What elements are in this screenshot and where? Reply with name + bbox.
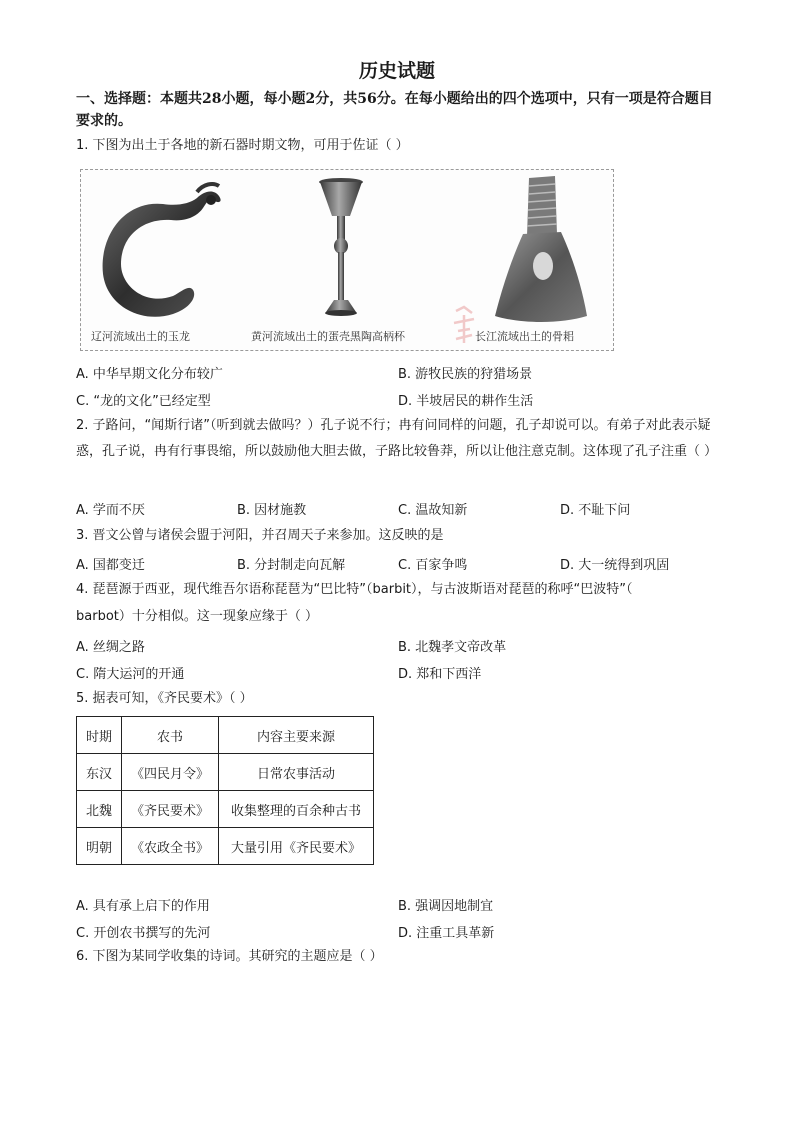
q2-option-b[interactable]: B. 因材施教 bbox=[237, 503, 307, 518]
q4-stem-line2: barbot）十分相似。这一现象应缘于（ ） bbox=[76, 609, 318, 624]
bone-spade-image bbox=[491, 174, 591, 326]
q3-option-d[interactable]: D. 大一统得到巩固 bbox=[560, 558, 670, 573]
q2-stem: 2. 子路问，“闻斯行诸”（听到就去做吗？）孔子说不行；冉有问同样的问题，孔子却说可以。有弟子对此表示疑惑，孔子说，冉有行事畏缩，所以鼓励他大胆去做，子路比较鲁莽，所以让他注意克制。这体现了孔子注重（ ） bbox=[76, 418, 718, 459]
watermark-logo bbox=[450, 305, 478, 345]
q2-option-a[interactable]: A. 学而不厌 bbox=[76, 503, 145, 518]
table-header-cell: 内容主要来源 bbox=[219, 717, 374, 754]
q5-option-d[interactable]: D. 注重工具革新 bbox=[398, 926, 495, 941]
table-cell: 《齐民要术》 bbox=[122, 791, 219, 828]
q2-option-d[interactable]: D. 不耻下问 bbox=[560, 503, 631, 518]
q4-option-c[interactable]: C. 隋大运河的开通 bbox=[76, 667, 185, 682]
q5-option-a[interactable]: A. 具有承上启下的作用 bbox=[76, 899, 210, 914]
table-row bbox=[77, 828, 374, 865]
q1-figure bbox=[80, 169, 614, 351]
table-row bbox=[77, 754, 374, 791]
caption-jade-dragon: 辽河流域出土的玉龙 bbox=[91, 330, 190, 343]
section-header: 一、选择题：本题共28小题，每小题2分，共56分。在每小题给出的四个选项中，只有一项是符合题目要求的。 bbox=[76, 91, 713, 129]
table-cell: 明朝 bbox=[77, 828, 122, 865]
q2-option-c[interactable]: C. 温故知新 bbox=[398, 503, 468, 518]
q1-option-b[interactable]: B. 游牧民族的狩猎场景 bbox=[398, 367, 533, 382]
q1-option-d[interactable]: D. 半坡居民的耕作生活 bbox=[398, 394, 534, 409]
table-header-row bbox=[77, 717, 374, 754]
caption-bone-spade: 长江流域出土的骨耜 bbox=[475, 330, 574, 343]
q3-option-b[interactable]: B. 分封制走向瓦解 bbox=[237, 558, 346, 573]
table-cell: 《四民月令》 bbox=[122, 754, 219, 791]
black-pottery-cup-image bbox=[316, 176, 366, 322]
q4-stem-line1: 4. 琵琶源于西亚，现代维吾尔语称琵琶为“巴比特”（barbit），与古波斯语对琵琶的称呼“巴波特”（ bbox=[76, 582, 633, 597]
q4-option-a[interactable]: A. 丝绸之路 bbox=[76, 640, 145, 655]
table-cell: 《农政全书》 bbox=[122, 828, 219, 865]
q6-stem: 6. 下图为某同学收集的诗词。其研究的主题应是（ ） bbox=[76, 949, 383, 964]
q1-stem: 1. 下图为出土于各地的新石器时期文物，可用于佐证（ ） bbox=[76, 138, 409, 153]
q3-stem: 3. 晋文公曾与诸侯会盟于河阳，并召周天子来参加。这反映的是 bbox=[76, 528, 444, 543]
jade-dragon-image bbox=[93, 178, 233, 324]
q5-option-b[interactable]: B. 强调因地制宜 bbox=[398, 899, 494, 914]
q5-table bbox=[76, 716, 374, 865]
q4-option-b[interactable]: B. 北魏孝文帝改革 bbox=[398, 640, 507, 655]
q3-option-a[interactable]: A. 国都变迁 bbox=[76, 558, 145, 573]
q3-option-c[interactable]: C. 百家争鸣 bbox=[398, 558, 468, 573]
table-row bbox=[77, 791, 374, 828]
q1-option-c[interactable]: C. “龙的文化”已经定型 bbox=[76, 394, 211, 409]
table-cell: 大量引用《齐民要术》 bbox=[219, 828, 374, 865]
q5-stem: 5. 据表可知，《齐民要术》（ ） bbox=[76, 691, 253, 706]
table-cell: 收集整理的百余种古书 bbox=[219, 791, 374, 828]
q4-option-d[interactable]: D. 郑和下西洋 bbox=[398, 667, 482, 682]
table-header-cell: 农书 bbox=[122, 717, 219, 754]
page-title: 历史试题 bbox=[358, 60, 435, 82]
q1-option-a[interactable]: A. 中华早期文化分布较广 bbox=[76, 367, 223, 382]
q5-option-c[interactable]: C. 开创农书撰写的先河 bbox=[76, 926, 211, 941]
table-cell: 日常农事活动 bbox=[219, 754, 374, 791]
table-cell: 东汉 bbox=[77, 754, 122, 791]
caption-pottery-cup: 黄河流域出土的蛋壳黑陶高柄杯 bbox=[251, 330, 405, 343]
table-cell: 北魏 bbox=[77, 791, 122, 828]
table-header-cell: 时期 bbox=[77, 717, 122, 754]
